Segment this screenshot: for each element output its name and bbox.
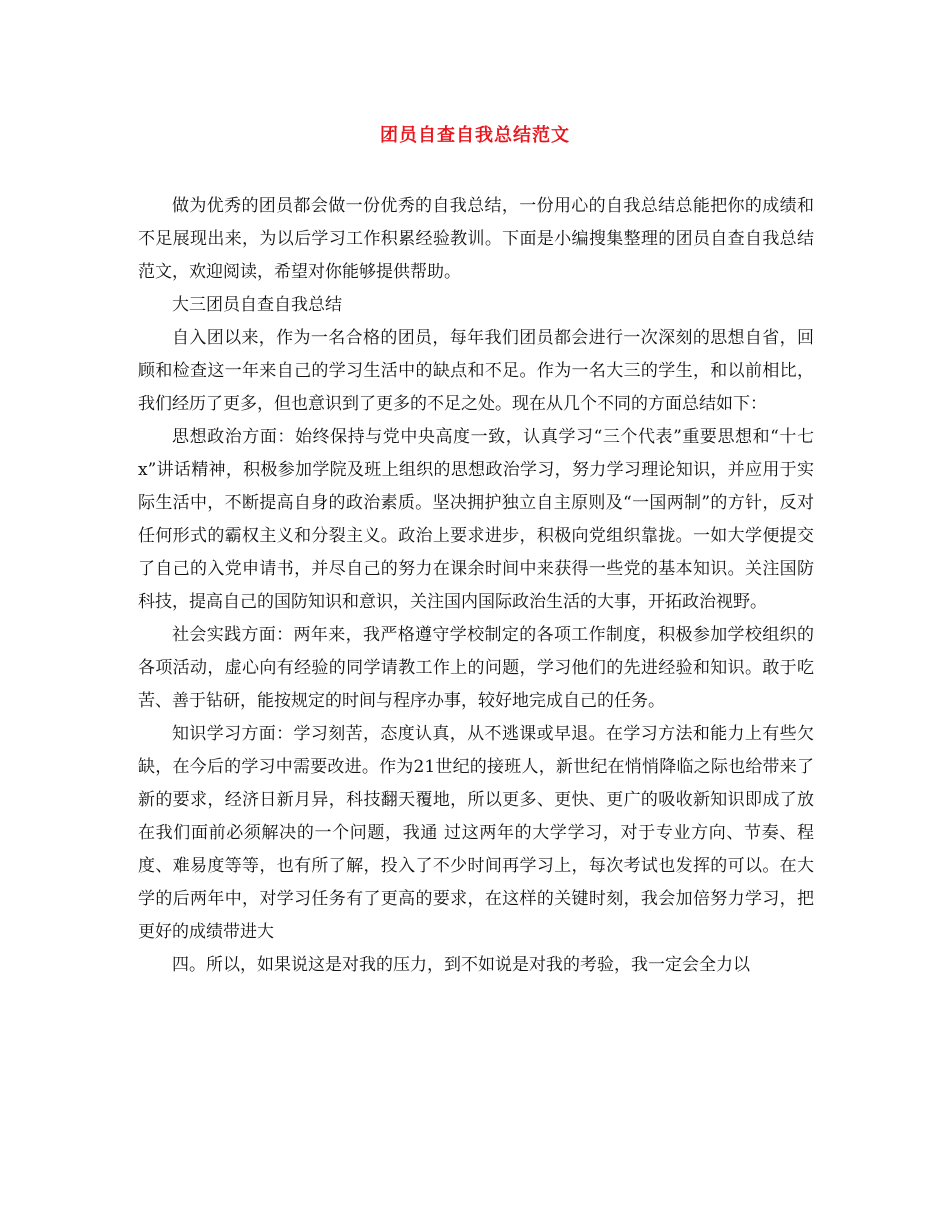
paragraph-subheading: 大三团员自查自我总结 <box>172 295 342 315</box>
paragraph-political: 思想政治方面：始终保持与党中央高度一致，认真学习“三个代表”重要思想和“十七x”讲话精神，积极参加学院及班上组织的思想政治学习，努力学习理论知识，并应用于实际生活中，不断提高自身的政治素质。坚决拥护独立自主原则及“一国两制”的方针，反对任何形式的霸权主义和分裂主义。政治上要求进步，积极向党组织靠拢。一如大学便提交了自己的入党申请书，并尽自己的努力在课余时间中来获得一些党的基本知识。关注国防科技，提高自己的国防知识和意识，关注国内国际政治生活的大事，开拓政治视野。 <box>138 427 814 612</box>
document-title: 团员自查自我总结范文 <box>380 125 570 146</box>
document-body <box>138 190 814 982</box>
paragraph-overview: 自入团以来，作为一名合格的团员，每年我们团员都会进行一次深刻的思想自省，回顾和检查这一年来自己的学习生活中的缺点和不足。作为一名大三的学生，和以前相比，我们经历了更多，但也意识到了更多的不足之处。现在从几个不同的方面总结如下： <box>138 328 814 414</box>
paragraph-intro: 做为优秀的团员都会做一份优秀的自我总结，一份用心的自我总结总能把你的成绩和不足展现出来，为以后学习工作积累经验教训。下面是小编搜集整理的团员自查自我总结范文，欢迎阅读，希望对你能够提供帮助。 <box>138 196 814 282</box>
paragraph-conclusion: 四。所以，如果说这是对我的压力，到不如说是对我的考验，我一定会全力以 <box>172 955 750 975</box>
paragraph-study: 知识学习方面：学习刻苦，态度认真，从不逃课或早退。在学习方法和能力上有些欠缺，在今后的学习中需要改进。作为21世纪的接班人，新世纪在悄悄降临之际也给带来了新的要求，经济日新月异，科技翻天覆地，所以更多、更快、更广的吸收新知识即成了放在我们面前必须解决的一个问题，我通 过这两年的大学学习，对于专业方向、节奏、程度、难易度等等，也有所了解，投入了不少时间再学习上，每次考试也发挥的可以。在大学的后两年中，对学习任务有了更高的要求，在这样的关键时刻，我会加倍努力学习，把更好的成绩带进大 <box>138 724 814 942</box>
paragraph-social-practice: 社会实践方面：两年来，我严格遵守学校制定的各项工作制度，积极参加学校组织的各项活动，虚心向有经验的同学请教工作上的问题，学习他们的先进经验和知识。敢于吃苦、善于钻研，能按规定的时间与程序办事，较好地完成自己的任务。 <box>138 625 814 711</box>
